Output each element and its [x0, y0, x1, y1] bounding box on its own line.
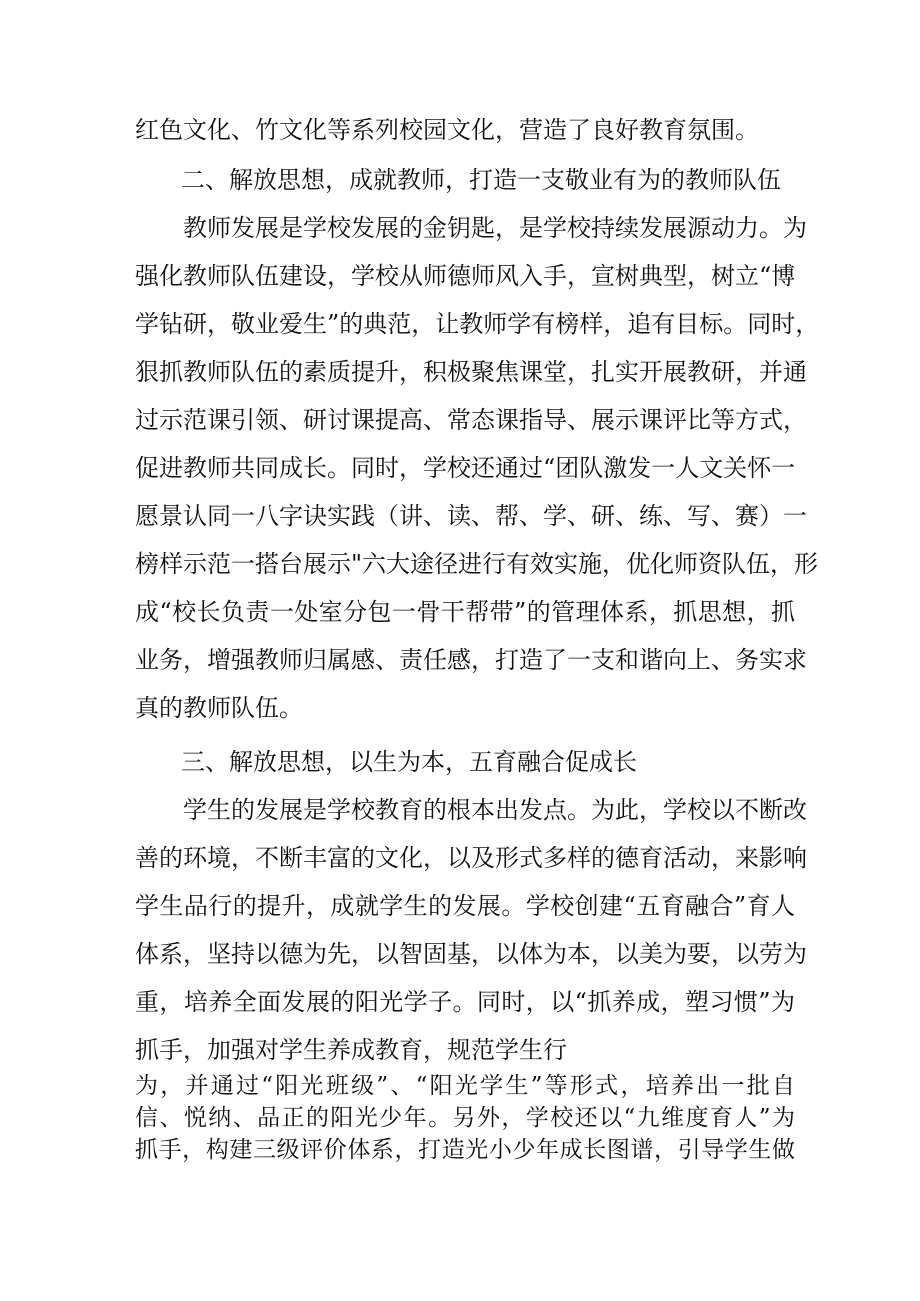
paragraph-line-20: 抓手，加强对学生养成教育，规范学生行 — [135, 1036, 567, 1064]
paragraph-line-3: 教师发展是学校发展的金钥匙，是学校持续发展源动力。为 — [183, 214, 807, 242]
paragraph-line-18: 体系，坚持以德为先，以智固基，以体为本，以美为要，以劳为 — [135, 940, 807, 968]
paragraph-line-9: 愿景认同一八字诀实践（讲、读、帮、学、研、练、写、赛）一 — [135, 502, 807, 530]
section-heading-3: 三、解放思想，以生为本，五育融合促成长 — [181, 748, 637, 776]
paragraph-line-12: 业务，增强教师归属感、责任感，打造了一支和谐向上、务实求 — [135, 646, 807, 674]
paragraph-line-15: 学生的发展是学校教育的根本出发点。为此，学校以不断改 — [183, 796, 807, 824]
paragraph-line-23: 抓手，构建三级评价体系，打造光小少年成长图谱，引导学生做 — [135, 1137, 795, 1163]
paragraph-line-11: 成“校长负责一处室分包一骨干帮带”的管理体系，抓思想，抓 — [135, 598, 795, 626]
paragraph-line-10: 榜样示范一搭台展示"六大途径进行有效实施，优化师资队伍，形 — [135, 550, 819, 578]
paragraph-line-8: 促进教师共同成长。同时，学校还通过“团队激发一人文关怀一 — [135, 454, 796, 482]
paragraph-line-4: 强化教师队伍建设，学校从师德师风入手，宣树典型，树立“博 — [135, 262, 796, 290]
paragraph-line-5: 学钻研，敬业爱生”的典范，让教师学有榜样，追有目标。同时， — [135, 310, 820, 338]
paragraph-line-6: 狠抓教师队伍的素质提升，积极聚焦课堂，扎实开展教研，并通 — [135, 358, 807, 386]
paragraph-line-19: 重，培养全面发展的阳光学子。同时，以“抓养成，塑习惯”为 — [135, 988, 795, 1016]
paragraph-line-7: 过示范课引领、研讨课提高、常态课指导、展示课评比等方式， — [135, 406, 807, 434]
paragraph-line-22: 信、悦纳、品正的阳光少年。另外，学校还以“九维度育人”为 — [135, 1105, 795, 1131]
paragraph-line-16: 善的环境，不断丰富的文化，以及形式多样的德育活动，来影响 — [135, 844, 807, 872]
paragraph-line-13: 真的教师队伍。 — [135, 694, 303, 722]
section-heading-2: 二、解放思想，成就教师，打造一支敬业有为的教师队伍 — [181, 166, 781, 194]
paragraph-line-17: 学生品行的提升，成就学生的发展。学校创建“五育融合”育人 — [135, 892, 795, 920]
paragraph-line-1: 红色文化、竹文化等系列校园文化，营造了良好教育氛围。 — [135, 116, 759, 144]
paragraph-line-21: 为，并通过“阳光班级”、“阳光学生”等形式，培养出一批自 — [135, 1073, 795, 1099]
